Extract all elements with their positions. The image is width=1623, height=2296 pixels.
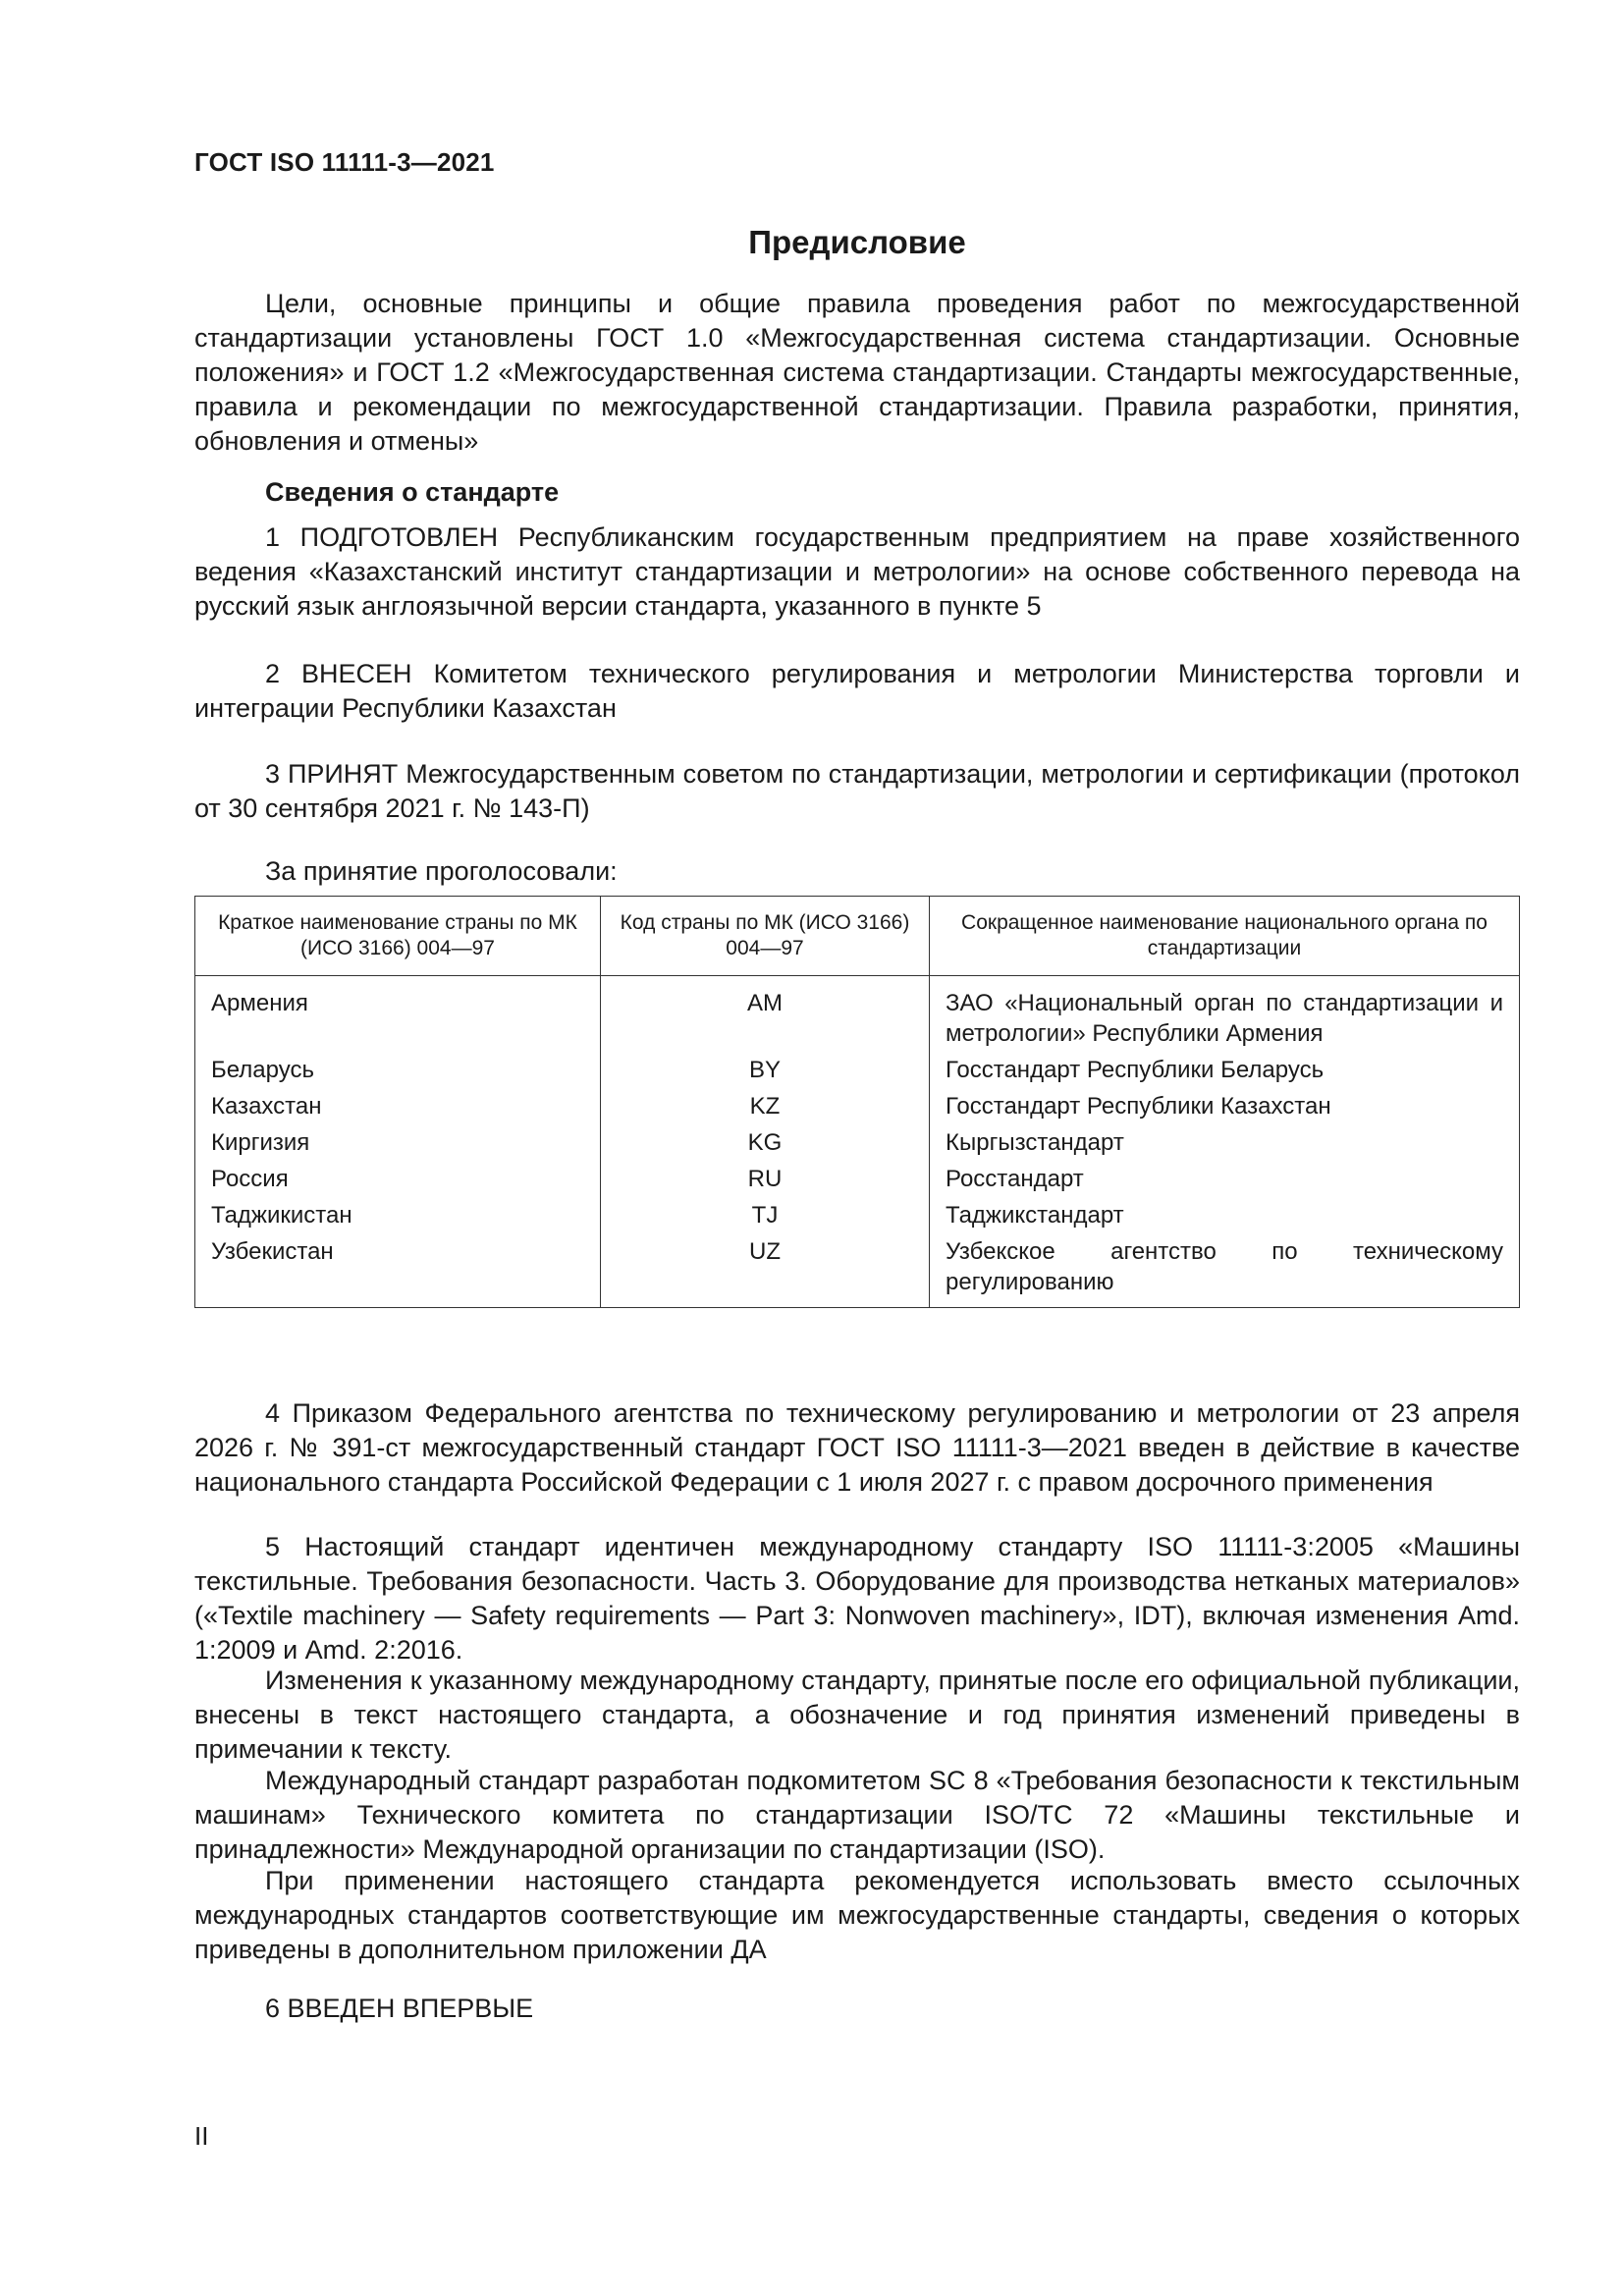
item-5-paragraph: 5 Настоящий стандарт идентичен международному стандарту ISO 11111-3:2005 «Машины текстильные. Требования безопасности. Часть 3. Оборудование для производства нетканых материалов» («Textile machinery — Safety requirements — Part 3: Nonwoven machinery», IDT), включая изменения Amd. 1:2009 и Amd. 2:2016. (194, 1532, 1520, 1665)
country-cell: Армения (195, 976, 601, 1050)
item-5-references-paragraph: При применении настоящего стандарта рекомендуется использовать вместо ссылочных международных стандартов соответствующие им межгосударственные стандарты, сведения о которых приведены в дополнительном приложении ДА (194, 1866, 1520, 1964)
organization-cell: Узбекское агентство по техническому регулированию (930, 1230, 1520, 1308)
item-5-amendments-paragraph: Изменения к указанному международному стандарту, принятые после его официальной публикации, внесены в текст настоящего стандарта, а обозначение и год принятия изменений приведены в примечании к тексту. (194, 1666, 1520, 1764)
table-header-code: Код страны по МК (ИСО 3166) 004—97 (601, 897, 930, 976)
table-row (195, 1085, 1520, 1121)
code-cell: KZ (601, 1085, 930, 1121)
intro-paragraph: Цели, основные принципы и общие правила проведения работ по межгосударственной стандартизации установлены ГОСТ 1.0 «Межгосударственная система стандартизации. Основные положения» и ГОСТ 1.2 «Межгосударственная система стандартизации. Стандарты межгосударственные, правила и рекомендации по межгосударственной стандартизации. Правила разработки, принятия, обновления и отмены» (194, 289, 1520, 456)
item-5-developer-paragraph: Международный стандарт разработан подкомитетом SC 8 «Требования безопасности к текстильным машинам» Технического комитета по стандартизации ISO/TC 72 «Машины текстильные и принадлежности» Международной организации по стандартизации (ISO). (194, 1766, 1520, 1864)
item-4-paragraph: 4 Приказом Федерального агентства по техническому регулированию и метрологии от 23 апреля 2026 г. № 391-ст межгосударственный стандарт ГОСТ ISO 11111-3—2021 введен в действие в качестве национального стандарта Российской Федерации с 1 июля 2027 г. с правом досрочного применения (194, 1398, 1520, 1497)
table-row (195, 1049, 1520, 1085)
table-row (195, 1230, 1520, 1308)
item-1-paragraph: 1 ПОДГОТОВЛЕН Республиканским государственным предприятием на праве хозяйственного ведения «Казахстанский институт стандартизации и метрологии» на основе собственного перевода на русский язык англоязычной версии стандарта, указанного в пункте 5 (194, 522, 1520, 621)
item-6-paragraph: 6 ВВЕДЕН ВПЕРВЫЕ (265, 1994, 534, 2023)
organization-cell: Госстандарт Республики Казахстан (930, 1085, 1520, 1121)
table-row (195, 1194, 1520, 1230)
table-header-row (195, 897, 1520, 976)
section-heading: Сведения о стандарте (265, 477, 560, 507)
table-header-organization: Сокращенное наименование национального органа по стандартизации (930, 897, 1520, 976)
item-3-paragraph: 3 ПРИНЯТ Межгосударственным советом по стандартизации, метрологии и сертификации (протокол от 30 сентября 2021 г. № 143-П) (194, 759, 1520, 823)
page-title: Предисловие (748, 224, 966, 260)
organization-cell: Госстандарт Республики Беларусь (930, 1049, 1520, 1085)
document-code-header: ГОСТ ISO 11111-3—2021 (194, 147, 495, 177)
country-cell: Таджикистан (195, 1194, 601, 1230)
organization-cell: Таджикстандарт (930, 1194, 1520, 1230)
organization-cell: Кыргызстандарт (930, 1121, 1520, 1158)
country-cell: Узбекистан (195, 1230, 601, 1308)
vote-intro-text: За принятие проголосовали: (265, 856, 618, 886)
organization-cell: Росстандарт (930, 1158, 1520, 1194)
code-cell: AM (601, 976, 930, 1050)
code-cell: UZ (601, 1230, 930, 1308)
table-row (195, 1121, 1520, 1158)
table-header-country: Краткое наименование страны по МК (ИСО 3166) 004—97 (195, 897, 601, 976)
table-row (195, 1158, 1520, 1194)
code-cell: KG (601, 1121, 930, 1158)
country-cell: Казахстан (195, 1085, 601, 1121)
country-cell: Беларусь (195, 1049, 601, 1085)
country-cell: Россия (195, 1158, 601, 1194)
organization-cell: ЗАО «Национальный орган по стандартизации и метрологии» Республики Армения (930, 976, 1520, 1050)
code-cell: BY (601, 1049, 930, 1085)
page-number: II (194, 2121, 209, 2151)
country-cell: Киргизия (195, 1121, 601, 1158)
item-2-paragraph: 2 ВНЕСЕН Комитетом технического регулирования и метрологии Министерства торговли и интеграции Республики Казахстан (194, 659, 1520, 723)
voting-countries-table (194, 896, 1520, 1308)
table-row (195, 976, 1520, 1050)
code-cell: TJ (601, 1194, 930, 1230)
code-cell: RU (601, 1158, 930, 1194)
